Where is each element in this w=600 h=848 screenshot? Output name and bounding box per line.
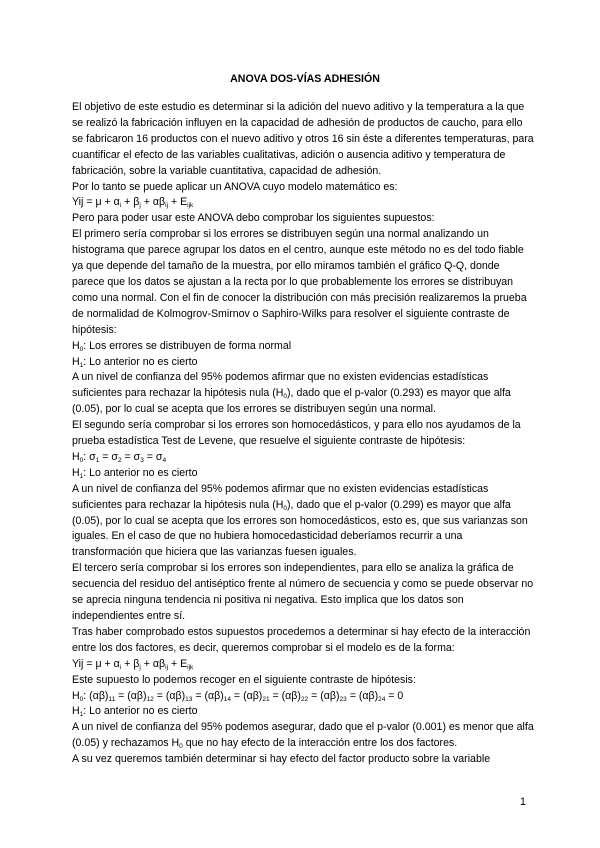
model-formula: Yij = $\mu + \alpha_i + \beta_j + \alpha\beta_{ij} + E_{ijk}$ — [72, 196, 194, 210]
intro-paragraph: El objetivo de este estudio es determinar si la adición del nuevo aditivo y la temperatura a la que se realizó la fabricación influyen en la capacidad de adhesión de productos de caucho, para ello se fabricaron 16 productos con el nuevo aditivo y otros 16 sin éste a diferentes temperaturas, para cuantificar el efecto de las variables cualitativas, adición o ausencia aditivo y temperatura de fabricación, sobre la variable cuantitativa, capacidad de adhesión. — [72, 101, 534, 177]
document-body — [72, 72, 534, 768]
model-intro: Por lo tanto se puede aplicar un ANOVA cuyo modelo matemático es: — [72, 180, 398, 193]
h0-levene: $H_0$: $\sigma_1 = \sigma_2 = \sigma_3 = \sigma_4$ — [72, 450, 167, 464]
homoscedasticity-paragraph: El segundo sería comprobar si los errores son homocedásticos, y para ello nos ayudamos de la prueba estadística Test de Levene, que resuelve el siguiente contraste de hipótesis: — [72, 419, 521, 448]
homoscedasticity-conclusion: A un nivel de confianza del 95% podemos afirmar que no existen evidencias estadísticas suficientes para rechazar la hipótesis nula $(H_0)$, dado que el p-valor (0.299) es mayor que alfa (0.05), por lo cual se acepta que los errores son homocedásticos, esto es, que sus varianzas son iguales. En el caso de que no hubiera homocedasticidad deberíamos recurrir a una transformación que hiciera que las varianzas fuesen iguales. — [72, 482, 528, 559]
h0-normality: $H_0$: Los errores se distribuyen de forma normal — [72, 339, 292, 353]
h0-interaction: $H_0$: $(\alpha\beta)_{11} = (\alpha\beta)_{12} = (\alpha\beta)_{13} = (\alpha\beta)_{14} = (\alpha\beta)_{21} = (\alpha\beta)_{22} = (\alpha\beta)_{23} = (\alpha\beta)_{24} = 0$ — [72, 689, 404, 703]
h1-levene: $H_1$: Lo anterior no es cierto — [72, 466, 198, 480]
document-title: ANOVA DOS-VÍAS ADHESIÓN — [230, 73, 380, 85]
interaction-intro: Tras haber comprobado estos supuestos procedemos a determinar si hay efecto de la interacción entre los dos factores, es decir, queremos comprobar si el modelo es de la forma: — [72, 625, 531, 654]
contrast-intro: Este supuesto lo podemos recoger en el siguiente contraste de hipótesis: — [72, 673, 416, 686]
h1-normality: $H_1$: Lo anterior no es cierto — [72, 355, 198, 369]
independence-paragraph: El tercero sería comprobar si los errores son independientes, para ello se analiza la gráfica de secuencia del residuo del antiséptico frente al número de secuencia y como se puede observar no se aprecia ninguna tendencia ni positiva ni negativa. Esto implica que los datos son independientes entre sí. — [72, 562, 534, 622]
interaction-conclusion: A un nivel de confianza del 95% podemos asegurar, dado que el p-valor (0.001) es menor que alfa (0.05) y rechazamos $H_0$ que no hay efecto de la interacción entre los dos factores. — [72, 721, 534, 751]
model-formula-repeat: Yij = $\mu + \alpha_i + \beta_j + \alpha\beta_{ij} + E_{ijk}$ — [72, 657, 194, 671]
page-number: 1 — [520, 796, 526, 808]
final-paragraph: A su vez queremos también determinar si hay efecto del factor producto sobre la variable — [72, 753, 491, 766]
h1-interaction: $H_1$: Lo anterior no es cierto — [72, 705, 198, 719]
normality-conclusion: A un nivel de confianza del 95% podemos afirmar que no existen evidencias estadísticas suficientes para rechazar la hipótesis nula $(H_0)$, dado que el p-valor (0.293) es mayor que alfa (0.05), por lo cual se acepta que los errores se distribuyen según una normal. — [72, 371, 511, 416]
assumptions-intro: Pero para poder usar este ANOVA debo comprobar los siguientes supuestos: — [72, 212, 435, 225]
normality-paragraph: El primero sería comprobar si los errores se distribuyen según una normal analizando un histograma que parece agrupar los datos en el centro, aunque este método no es del todo fiable ya que depende del tamaño de la muestra, por ello miramos también el gráfico Q-Q, donde parece que los datos se ajustan a la recta por lo que probablemente los errores se distribuyan como una normal. Con el fin de conocer la distribución con más precisión realizaremos la prueba de normalidad de Kolmogrov-Smirnov o Saphiro-Wilks para resolver el siguiente contraste de hipótesis: — [72, 228, 527, 336]
